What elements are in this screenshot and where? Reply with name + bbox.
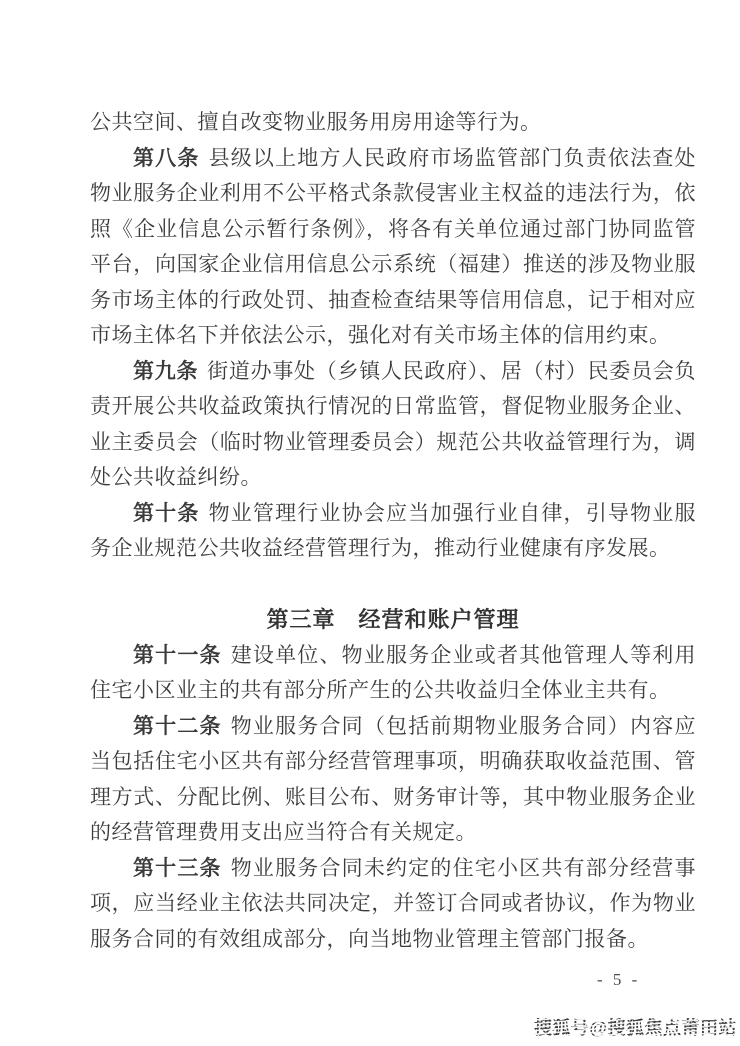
- chapter-heading: 第三章 经营和账户管理: [266, 607, 520, 632]
- article-10-number: 第十条: [133, 500, 200, 525]
- article-11-text: 建设单位、物业服务企业或者其他管理人等利用住宅小区业主的共有部分所产生的公共收益归全体业主共有。: [90, 642, 696, 702]
- page-number: - 5 -: [597, 970, 641, 989]
- article-13-number: 第十三条: [133, 855, 222, 880]
- document-body: [90, 105, 696, 957]
- paragraph-article-13: [90, 851, 696, 958]
- paragraph-article-8: [90, 141, 696, 354]
- article-9-text: 街道办事处（乡镇人民政府）、居（村）民委员会负责开展公共收益政策执行情况的日常监管，督促物业服务企业、业主委员会（临时物业管理委员会）规范公共收益管理行为，调处公共收益纠纷。: [90, 358, 697, 489]
- paragraph-article-11: [90, 638, 696, 709]
- article-10-text: 物业管理行业协会应当加强行业自律，引导物业服务企业规范公共收益经营管理行为，推动行业健康有序发展。: [90, 500, 696, 560]
- article-13-text: 物业服务合同未约定的住宅小区共有部分经营事项，应当经业主依法共同决定，并签订合同或者协议，作为物业服务合同的有效组成部分，向当地物业管理主管部门报备。: [90, 855, 696, 951]
- paragraph-article-10: [90, 496, 696, 567]
- watermark-sohu-badge: 搜狐号@搜狐焦点莆田站: [534, 1014, 737, 1040]
- article-12-text: 物业服务合同（包括前期物业服务合同）内容应当包括住宅小区共有部分经营管理事项，明确获取收益范围、管理方式、分配比例、账目公布、财务审计等，其中物业服务企业的经营管理费用支出应当符合有关规定。: [90, 713, 696, 844]
- article-8-number: 第八条: [133, 145, 200, 170]
- paragraph-article-12: [90, 709, 696, 851]
- paragraph-article-9: [90, 354, 696, 496]
- paragraph-continuation: 公共空间、擅自改变物业服务用房用途等行为。: [90, 110, 542, 134]
- article-8-text: 县级以上地方人民政府市场监管部门负责依法查处物业服务企业利用不公平格式条款侵害业主权益的违法行为，依照《企业信息公示暂行条例》，将各有关单位通过部门协同监管平台，向国家企业信用信息公示系统（福建）推送的涉及物业服务市场主体的行政处罚、抽查检查结果等信用信息，记于相对应市场主体名下并依法公示，强化对有关市场主体的信用约束。: [90, 145, 696, 347]
- article-12-number: 第十二条: [133, 713, 222, 738]
- article-11-number: 第十一条: [133, 642, 222, 667]
- article-9-number: 第九条: [133, 358, 199, 383]
